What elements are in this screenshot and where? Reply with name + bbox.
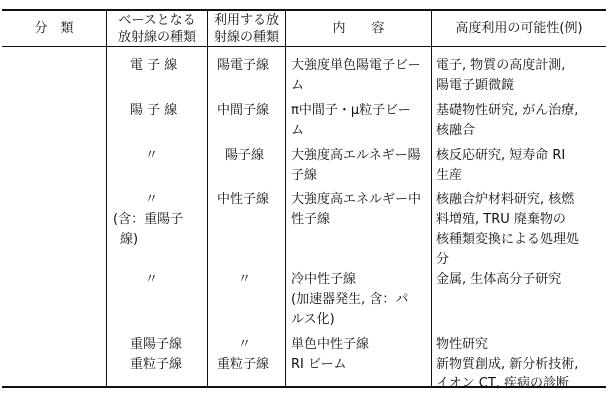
header-content: 内 容 — [332, 21, 385, 36]
cell-possibility: 陽電子顕微鏡 — [436, 78, 515, 93]
cell-content: π中間子・μ粒子ビー — [291, 103, 411, 118]
cell-used: 陽電子線 — [217, 58, 270, 73]
cell-content: 子線 — [291, 168, 318, 183]
cell-possibility: 生産 — [436, 168, 463, 183]
column-divider — [207, 9, 208, 388]
cell-base: 電 子 線 — [130, 58, 178, 73]
cell-possibility: 新物質創成, 新分析技術, — [436, 357, 579, 372]
table-top-border — [2, 9, 606, 11]
column-divider — [431, 9, 432, 388]
cell-used: 〃 — [238, 272, 252, 287]
cell-content: 大強度単色陽電子ビー — [291, 58, 421, 73]
header-category: 分 類 — [34, 21, 74, 36]
header-possibility: 高度利用の可能性(例) — [455, 21, 583, 36]
cell-possibility: 物性研究 — [436, 337, 489, 352]
header-used-line1: 利用する放 — [213, 13, 279, 28]
cell-base: 陽 子 線 — [130, 103, 178, 118]
column-divider — [285, 9, 286, 388]
cell-content: 大強度高エルネギー陽 — [291, 148, 421, 163]
cell-base: 重粒子線 — [130, 357, 183, 372]
cell-used: 重粒子線 — [217, 357, 270, 372]
cell-possibility: 核融合 — [436, 123, 476, 138]
cell-base: 〃 — [145, 272, 159, 287]
cell-used: 中性子線 — [217, 192, 270, 207]
cell-possibility: 基礎物性研究, がん治療, — [436, 103, 579, 118]
cell-base: 〃 — [145, 192, 159, 207]
column-divider — [106, 9, 107, 388]
cell-possibility: 電子, 物質の高度計測, — [436, 58, 566, 73]
header-base-line2: 放射線の種類 — [117, 30, 196, 45]
cell-possibility: 核反応研究, 短寿命 RI — [436, 148, 566, 163]
cell-content: ム — [291, 78, 305, 93]
cell-base: 線) — [120, 232, 139, 247]
cell-content: 大強度高エネルギー中 — [291, 192, 422, 207]
cell-content: 冷中性子線 — [291, 272, 357, 287]
cell-possibility: 核融合炉材料研究, 核燃 — [436, 192, 575, 207]
cell-possibility: イオン CT, 疾病の診断 — [436, 376, 570, 391]
cell-used: 〃 — [238, 337, 252, 352]
cell-possibility: 分 — [436, 252, 450, 267]
cell-possibility: 料増殖, TRU 廃棄物の — [436, 212, 566, 227]
cell-used: 陽子線 — [225, 148, 265, 163]
cell-base: 〃 — [145, 148, 159, 163]
header-used-line2: 射線の種類 — [213, 30, 279, 45]
cell-content: RI ビーム — [291, 357, 347, 372]
cell-content: 性子線 — [291, 212, 331, 227]
cell-base: 重陽子線 — [130, 337, 183, 352]
cell-content: ム — [291, 123, 305, 138]
cell-possibility: 核種類変換による処理処 — [436, 232, 580, 247]
header-base-line1: ベースとなる — [118, 13, 196, 28]
header-separator — [2, 46, 606, 47]
cell-content: 単色中性子線 — [291, 337, 370, 352]
cell-possibility: 金属, 生体高分子研究 — [436, 272, 562, 287]
cell-content: (加速器発生, 含：パ — [291, 292, 409, 307]
cell-used: 中間子線 — [217, 103, 270, 118]
cell-content: ルス化) — [291, 312, 335, 327]
cell-base: (含：重陽子 — [113, 212, 184, 227]
